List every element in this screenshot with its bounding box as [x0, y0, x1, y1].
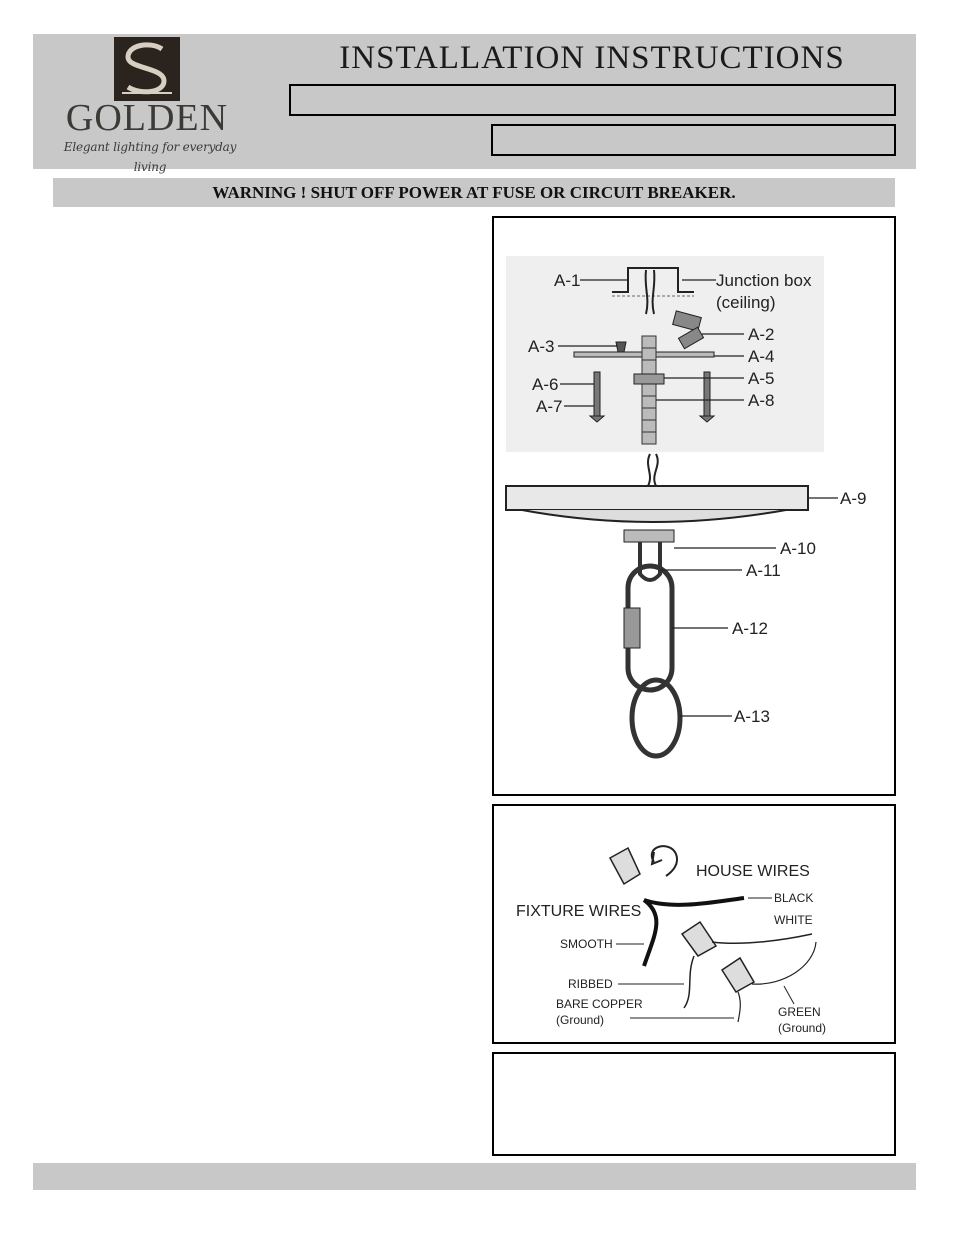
label-black: BLACK: [774, 891, 814, 905]
green-ground-wire: [752, 942, 816, 984]
ribbed-fixture-wire: [684, 956, 694, 1008]
label-ground-left: (Ground): [556, 1013, 605, 1027]
label-a9: A-9: [840, 489, 867, 508]
label-bare-copper: BARE COPPER: [556, 997, 643, 1011]
fixture-wires: [648, 454, 650, 486]
loop-a11: [640, 542, 660, 580]
label-ground-right: (Ground): [778, 1021, 827, 1035]
smooth-fixture-wire: [644, 900, 656, 966]
bare-copper-wire: [738, 992, 740, 1022]
label-junction-box: Junction box: [716, 271, 812, 290]
label-a12: A-12: [732, 619, 768, 638]
note-panel: [492, 1052, 896, 1156]
label-white: WHITE: [774, 913, 813, 927]
wiring-diagram: [494, 806, 894, 1042]
canopy-a9: [506, 486, 808, 522]
label-a13: A-13: [734, 707, 770, 726]
label-a7: A-7: [536, 397, 563, 416]
page-title: INSTALLATION INSTRUCTIONS: [339, 40, 845, 76]
label-a8: A-8: [748, 391, 775, 410]
white-house-wire: [712, 934, 812, 943]
logo-s-icon: [114, 37, 180, 101]
wire-nut-lower: [722, 958, 754, 992]
locknut-a5: [634, 374, 664, 384]
model-number-box: [289, 84, 896, 116]
label-fixture-wires: FIXTURE WIRES: [516, 903, 642, 920]
canopy-nut-a10: [624, 530, 674, 542]
warning-banner: WARNING ! SHUT OFF POWER AT FUSE OR CIRCUIT BREAKER.: [53, 178, 895, 207]
label-a3: A-3: [528, 337, 555, 356]
wire-nut-middle: [682, 922, 716, 956]
wiring-diagram-panel: [492, 804, 896, 1044]
label-house-wires: HOUSE WIRES: [696, 863, 810, 880]
ground-screw-a3: [616, 342, 626, 352]
logo-mark: [114, 37, 180, 101]
brand-name: GOLDEN: [65, 97, 229, 139]
label-ceiling: (ceiling): [716, 293, 776, 312]
black-house-wire: [644, 898, 744, 905]
label-a10: A-10: [780, 539, 816, 558]
footer-band: [33, 1163, 916, 1190]
label-smooth: SMOOTH: [560, 937, 613, 951]
brand-tagline: Elegant lighting for everyday living: [63, 140, 237, 174]
label-a4: A-4: [748, 347, 775, 366]
label-a11: A-11: [746, 561, 781, 580]
rotate-arrow-icon: [652, 846, 677, 876]
label-ribbed: RIBBED: [568, 977, 613, 991]
wire-nut-icon: [610, 848, 640, 884]
label-a2: A-2: [748, 325, 775, 344]
label-a6: A-6: [532, 375, 559, 394]
label-a5: A-5: [748, 369, 775, 388]
link-sleeve: [624, 608, 640, 648]
label-green: GREEN: [778, 1005, 821, 1019]
mounting-diagram: [494, 218, 894, 794]
threaded-nipple: [642, 336, 656, 444]
label-a1: A-1: [554, 271, 581, 290]
finish-box: [491, 124, 896, 156]
mounting-diagram-panel: [492, 216, 896, 796]
